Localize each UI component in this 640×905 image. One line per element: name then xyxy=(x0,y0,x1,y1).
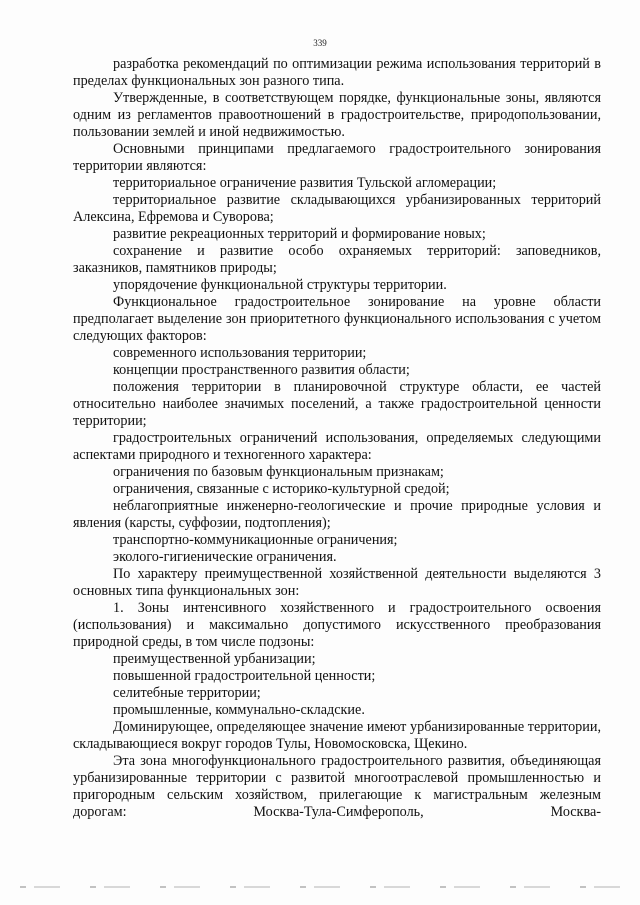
paragraph: преимущественной урбанизации; xyxy=(113,651,316,667)
paragraph: 1. Зоны интенсивного хозяйственного и градостроительного освоения (использования) и максимально допустимого искусственного преобразования природной среды, в том числе подзоны: xyxy=(73,600,601,650)
paragraph: концепции пространственного развития области; xyxy=(113,362,410,378)
paragraph: неблагоприятные инженерно-геологические и прочие природные условия и явления (карсты, суффозии, подтопления); xyxy=(73,498,601,531)
paragraph: упорядочение функциональной структуры территории. xyxy=(113,277,447,293)
paragraph: эколого-гигиенические ограничения. xyxy=(113,549,337,565)
paragraph: селитебные территории; xyxy=(113,685,261,701)
paragraph: По характеру преимущественной хозяйственной деятельности выделяются 3 основных типа функциональных зон: xyxy=(73,566,601,599)
paragraph: Функциональное градостроительное зонирование на уровне области предполагает выделение зон приоритетного функционального использования с учетом следующих факторов: xyxy=(73,294,601,344)
paragraph: положения территории в планировочной структуре области, ее частей относительно наиболее значимых поселений, а также градостроительной ценности территории; xyxy=(73,379,601,429)
paragraph: территориальное развитие складывающихся урбанизированных территорий Алексина, Ефремова и Суворова; xyxy=(73,192,601,225)
paragraph: транспортно-коммуникационные ограничения; xyxy=(113,532,398,548)
paragraph: Эта зона многофункционального градостроительного развития, объединяющая урбанизированные территории с развитой многоотраслевой промышленностью и пригородным сельским хозяйством, прилегающие к магистральным железным дорогам: Москва-Тула-Симферополь, Москва- xyxy=(73,753,601,820)
document-body xyxy=(73,56,601,821)
paragraph: разработка рекомендаций по оптимизации режима использования территорий в пределах функциональных зон разного типа. xyxy=(73,56,601,89)
paragraph: развитие рекреационных территорий и формирование новых; xyxy=(113,226,486,242)
scan-edge-artifact xyxy=(20,886,620,888)
paragraph: ограничения, связанные с историко-культурной средой; xyxy=(113,481,450,497)
paragraph: повышенной градостроительной ценности; xyxy=(113,668,376,684)
paragraph: современного использования территории; xyxy=(113,345,367,361)
paragraph: Доминирующее, определяющее значение имеют урбанизированные территории, складывающиеся вокруг городов Тулы, Новомосковска, Щекино. xyxy=(73,719,601,752)
page-number: 339 xyxy=(313,38,327,48)
paragraph: градостроительных ограничений использования, определяемых следующими аспектами природного и техногенного характера: xyxy=(73,430,601,463)
paragraph: промышленные, коммунально-складские. xyxy=(113,702,365,718)
paragraph: территориальное ограничение развития Тульской агломерации; xyxy=(113,175,497,191)
paragraph: ограничения по базовым функциональным признакам; xyxy=(113,464,444,480)
paragraph: Утвержденные, в соответствующем порядке, функциональные зоны, являются одним из регламентов правоотношений в градостроительстве, природопользовании, пользовании землей и иной недвижимостью. xyxy=(73,90,601,140)
paragraph: сохранение и развитие особо охраняемых территорий: заповедников, заказников, памятников природы; xyxy=(73,243,601,276)
paragraph: Основными принципами предлагаемого градостроительного зонирования территории являются: xyxy=(73,141,601,174)
